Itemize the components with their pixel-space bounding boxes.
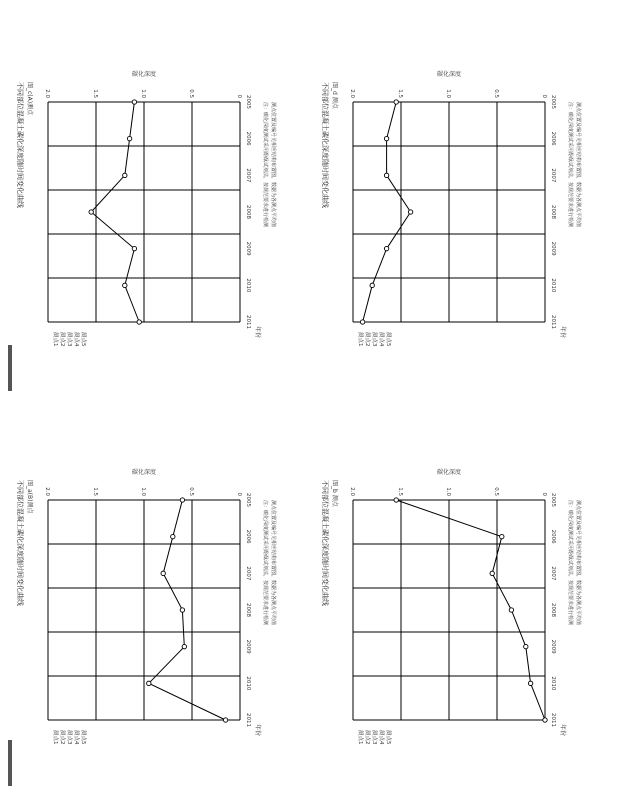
data-point [182, 644, 186, 648]
caption-line: 测点位置及编号见相应结构布置图，数据为各测点平均值 [270, 500, 276, 626]
legend-entry: 测点5 [385, 730, 391, 745]
data-point [147, 681, 151, 685]
x-tick-label: 2006 [550, 529, 556, 544]
legend-entry: 测点4 [378, 730, 384, 745]
y-tick-label: 1.0 [445, 89, 451, 98]
legend-entry: 测点1 [357, 730, 363, 745]
y-tick-label: 1.5 [92, 487, 98, 496]
y-tick-label: 1.5 [397, 487, 403, 496]
series-line [149, 500, 226, 720]
legend-entry: 测点3 [66, 730, 72, 745]
x-tick-label: 2005 [245, 493, 251, 507]
chart-3 [16, 70, 277, 347]
y-tick-label: 1.5 [92, 89, 98, 98]
data-point [384, 173, 388, 177]
y-tick-label: 2.0 [349, 89, 355, 98]
y-axis-label: 碳化深度 [436, 71, 462, 78]
series-line [396, 500, 545, 720]
series-line [91, 102, 139, 322]
y-tick-label: 0 [541, 94, 547, 98]
panel-label: 图_b 测点 [331, 480, 338, 507]
chart-title: 不同部位混凝土碳化深度随时间变化曲线 [321, 480, 329, 606]
legend-entry: 测点4 [73, 730, 79, 745]
chart-title: 不同部位混凝土碳化深度随时间变化曲线 [16, 82, 24, 208]
legend-entry: 测点1 [357, 332, 363, 347]
y-tick-label: 0 [236, 94, 242, 98]
data-point [509, 608, 513, 612]
data-point [223, 718, 227, 722]
data-point [394, 100, 398, 104]
data-point [180, 608, 184, 612]
x-tick-label: 2008 [245, 205, 251, 219]
data-point [408, 210, 412, 214]
legend-entry: 测点2 [59, 730, 65, 745]
y-axis-label: 碳化深度 [436, 469, 462, 476]
x-tick-label: 2011 [245, 315, 251, 329]
x-tick-label: 2007 [245, 168, 251, 183]
data-point [123, 173, 127, 177]
caption-line: 注：碳化深度测试采用酚酞试剂法，按规范要求进行检测 [567, 102, 573, 228]
x-tick-label: 2006 [550, 131, 556, 146]
legend-entry: 测点5 [385, 332, 391, 347]
y-tick-label: 0.5 [493, 487, 499, 496]
x-axis-label: 年份 [559, 326, 566, 339]
x-axis-label: 年份 [254, 326, 261, 339]
data-point [171, 534, 175, 538]
x-tick-label: 2006 [245, 131, 251, 146]
x-tick-label: 2008 [550, 205, 556, 219]
y-tick-label: 2.0 [349, 487, 355, 496]
data-point [360, 320, 364, 324]
legend-entry: 测点2 [364, 332, 370, 347]
data-point [137, 320, 141, 324]
x-tick-label: 2009 [245, 241, 251, 256]
x-tick-label: 2006 [245, 529, 251, 544]
caption-line: 测点位置及编号见相应结构布置图，数据为各测点平均值 [270, 102, 276, 228]
x-tick-label: 2008 [550, 603, 556, 617]
y-tick-label: 0 [541, 492, 547, 496]
panel-label: 图_d 测点 [331, 82, 338, 109]
y-axis-label: 碳化深度 [131, 469, 157, 476]
x-tick-label: 2011 [550, 315, 556, 329]
x-tick-label: 2009 [550, 639, 556, 654]
x-tick-label: 2010 [245, 278, 251, 293]
caption-line: 测点位置及编号见相应结构布置图，数据为各测点平均值 [575, 500, 581, 626]
y-tick-label: 1.0 [140, 487, 146, 496]
panel-label: 图_a(B)测点 [26, 480, 33, 514]
x-tick-label: 2011 [550, 713, 556, 727]
legend-entry: 测点2 [59, 332, 65, 347]
x-tick-label: 2005 [245, 95, 251, 109]
legend-entry: 测点4 [378, 332, 384, 347]
data-point [543, 718, 547, 722]
caption-line: 注：碳化深度测试采用酚酞试剂法，按规范要求进行检测 [262, 500, 268, 626]
legend-entry: 测点3 [66, 332, 72, 347]
y-tick-label: 2.0 [44, 487, 50, 496]
x-tick-label: 2007 [550, 566, 556, 581]
data-point [394, 498, 398, 502]
caption-line: 注：碳化深度测试采用酚酞试剂法，按规范要求进行检测 [262, 102, 268, 228]
data-point [528, 681, 532, 685]
x-axis-label: 年份 [254, 724, 261, 737]
data-point [180, 498, 184, 502]
x-tick-label: 2010 [550, 278, 556, 293]
x-tick-label: 2005 [550, 493, 556, 507]
data-point [524, 644, 528, 648]
x-tick-label: 2007 [245, 566, 251, 581]
chart-2 [321, 468, 582, 745]
caption-line: 注：碳化深度测试采用酚酞试剂法，按规范要求进行检测 [567, 500, 573, 626]
legend-entry: 测点5 [80, 730, 86, 745]
x-tick-label: 2005 [550, 95, 556, 109]
y-tick-label: 1.0 [140, 89, 146, 98]
x-tick-label: 2008 [245, 603, 251, 617]
legend-entry: 测点3 [371, 332, 377, 347]
x-tick-label: 2010 [550, 676, 556, 691]
y-tick-label: 0.5 [188, 89, 194, 98]
legend-entry: 测点2 [364, 730, 370, 745]
x-tick-label: 2009 [245, 639, 251, 654]
chart-1 [16, 468, 277, 745]
legend-entry: 测点1 [52, 332, 58, 347]
data-point [89, 210, 93, 214]
chart-title: 不同部位混凝土碳化深度随时间变化曲线 [321, 82, 329, 208]
data-point [132, 246, 136, 250]
data-point [370, 283, 374, 287]
legend-entry: 测点3 [371, 730, 377, 745]
x-tick-label: 2007 [550, 168, 556, 183]
data-point [132, 100, 136, 104]
chart-title: 不同部位混凝土碳化深度随时间变化曲线 [16, 480, 24, 606]
legend-entry: 测点5 [80, 332, 86, 347]
y-tick-label: 0.5 [493, 89, 499, 98]
panel-label: 图_c(A)测点 [26, 82, 33, 116]
data-point [127, 136, 131, 140]
caption-line: 测点位置及编号见相应结构布置图，数据为各测点平均值 [575, 102, 581, 228]
legend-entry: 测点4 [73, 332, 79, 347]
x-tick-label: 2010 [245, 676, 251, 691]
data-point [384, 136, 388, 140]
y-tick-label: 2.0 [44, 89, 50, 98]
y-tick-label: 0 [236, 492, 242, 496]
y-tick-label: 1.0 [445, 487, 451, 496]
y-axis-label: 碳化深度 [131, 71, 157, 78]
x-axis-label: 年份 [559, 724, 566, 737]
chart-4 [321, 70, 582, 347]
x-tick-label: 2011 [245, 713, 251, 727]
data-point [490, 571, 494, 575]
data-point [500, 534, 504, 538]
series-line [363, 102, 411, 322]
y-tick-label: 0.5 [188, 487, 194, 496]
legend-entry: 测点1 [52, 730, 58, 745]
data-point [384, 246, 388, 250]
data-point [123, 283, 127, 287]
x-tick-label: 2009 [550, 241, 556, 256]
y-tick-label: 1.5 [397, 89, 403, 98]
data-point [161, 571, 165, 575]
